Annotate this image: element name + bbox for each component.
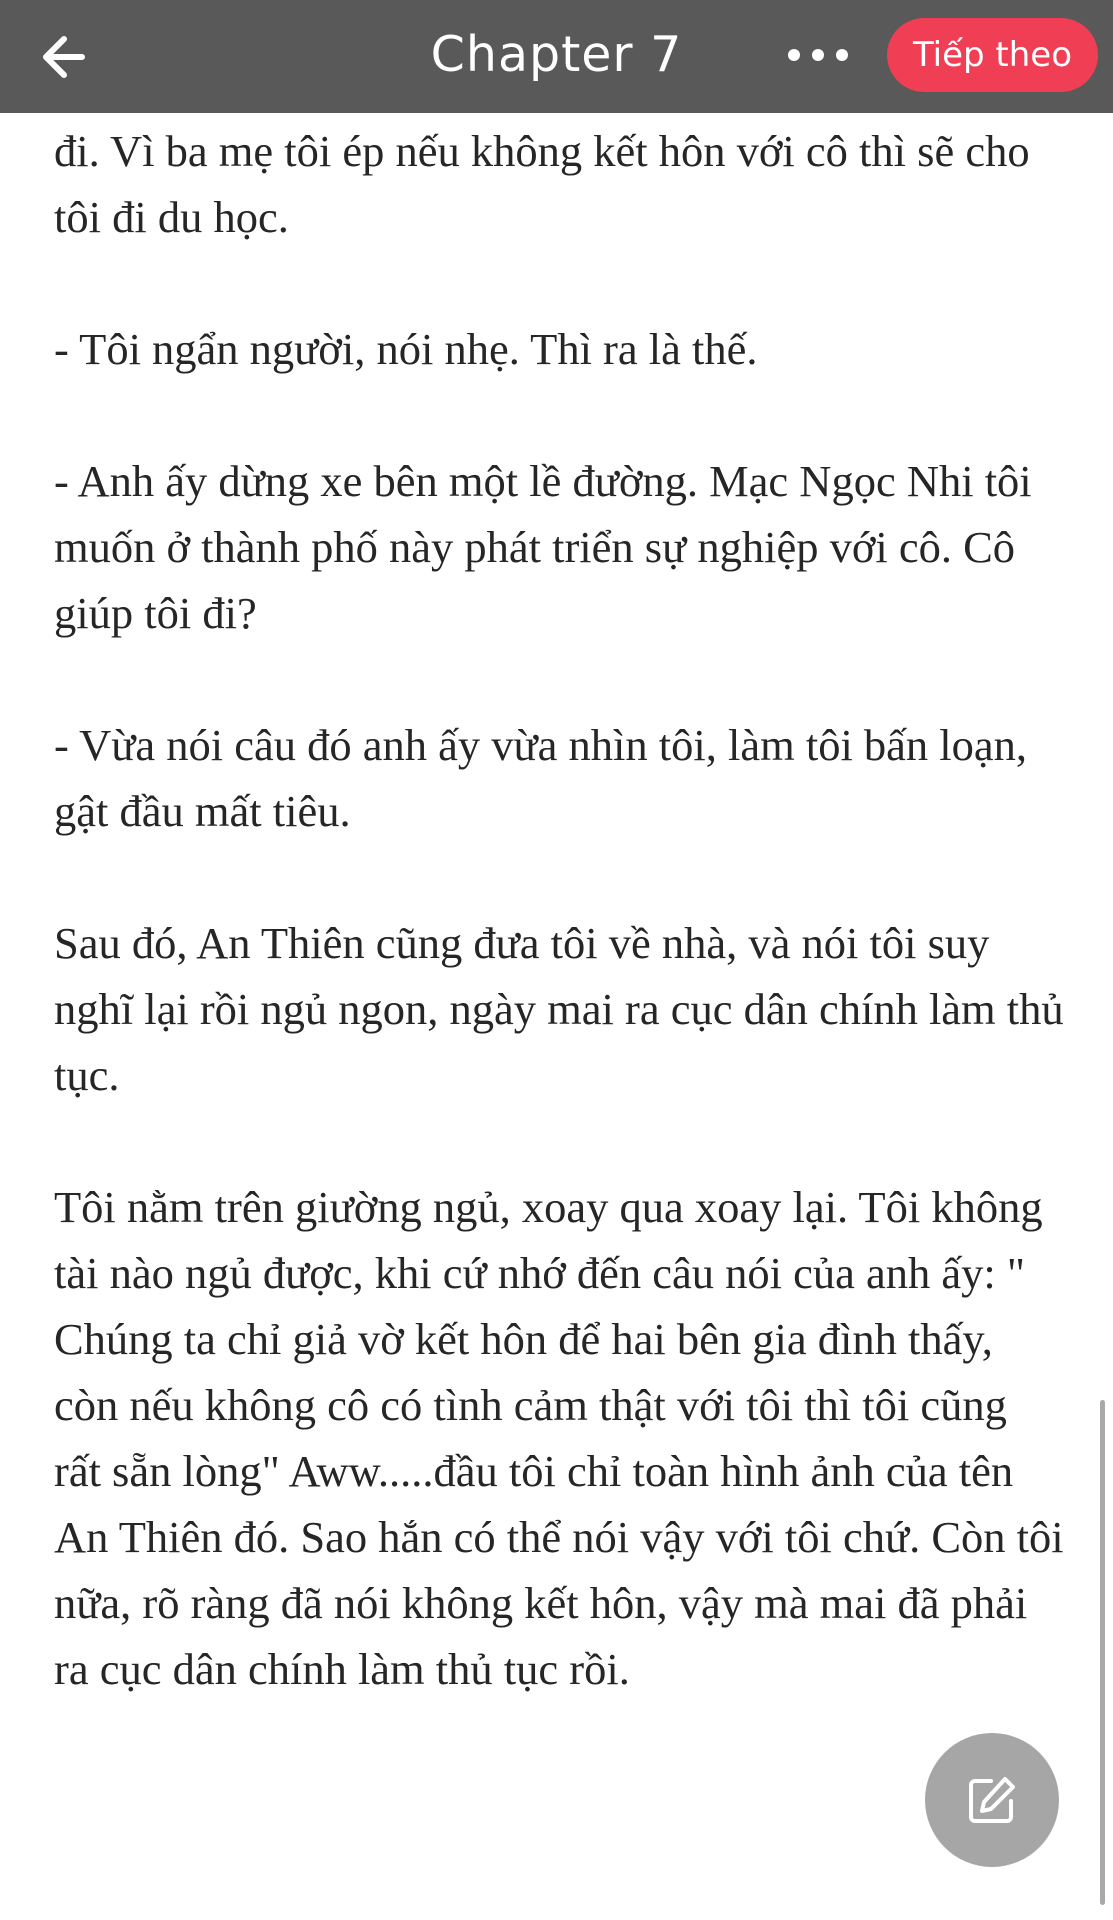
- edit-icon: [965, 1773, 1019, 1827]
- chapter-title: Chapter 7: [430, 26, 683, 83]
- edit-button[interactable]: [925, 1733, 1059, 1867]
- paragraph: đi. Vì ba mẹ tôi ép nếu không kết hôn với cô thì sẽ cho tôi đi du học.: [54, 126, 1030, 242]
- scrollbar-thumb[interactable]: [1100, 1400, 1105, 1905]
- paragraph: Sau đó, An Thiên cũng đưa tôi về nhà, và nói tôi suy nghĩ lại rồi ngủ ngon, ngày mai ra cục dân chính làm thủ tục.: [54, 918, 1064, 1100]
- next-chapter-button[interactable]: Tiếp theo: [887, 18, 1098, 92]
- more-horizontal-icon: [782, 30, 854, 80]
- arrow-left-icon: [30, 22, 100, 92]
- paragraph: - Anh ấy dừng xe bên một lề đường. Mạc Ngọc Nhi tôi muốn ở thành phố này phát triển sự nghiệp với cô. Cô giúp tôi đi?: [54, 456, 1032, 638]
- more-options-button[interactable]: [782, 30, 854, 80]
- top-app-bar: [0, 0, 1113, 113]
- paragraph: - Tôi ngẩn người, nói nhẹ. Thì ra là thế.: [54, 324, 758, 374]
- chapter-content: [54, 118, 1064, 1702]
- paragraph: - Vừa nói câu đó anh ấy vừa nhìn tôi, làm tôi bấn loạn, gật đầu mất tiêu.: [54, 720, 1028, 836]
- paragraph: Tôi nằm trên giường ngủ, xoay qua xoay lại. Tôi không tài nào ngủ được, khi cứ nhớ đến câu nói của anh ấy: " Chúng ta chỉ giả vờ kết hôn để hai bên gia đình thấy, còn nếu không cô có tình cảm thật với tôi thì tôi cũng rất sẵn lòng" Aww.....đầu tôi chỉ toàn hình ảnh của tên An Thiên đó. Sao hắn có thể nói vậy với tôi chứ. Còn tôi nữa, rõ ràng đã nói không kết hôn, vậy mà mai đã phải ra cục dân chính làm thủ tục rồi.: [54, 1182, 1064, 1694]
- back-button[interactable]: [30, 22, 100, 92]
